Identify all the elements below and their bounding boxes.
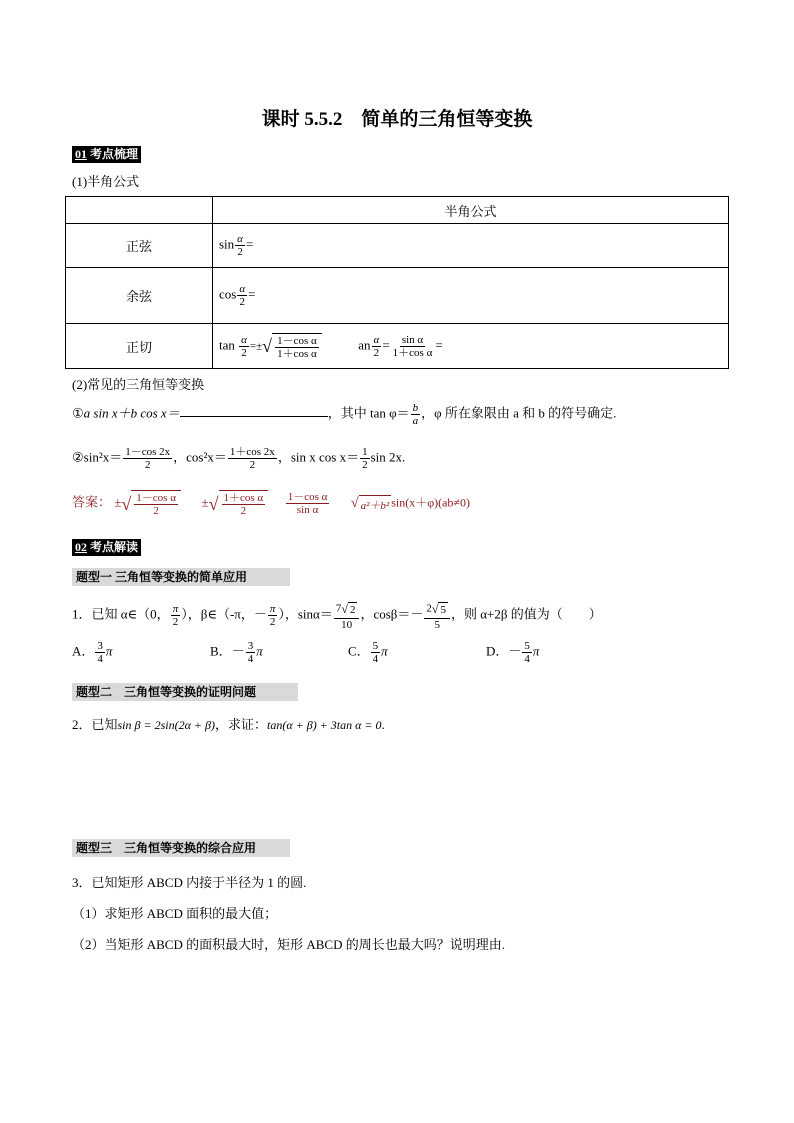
frac-den: 4 (524, 653, 530, 665)
frac-den: 2 (373, 346, 380, 359)
section-label: 考点梳理 (90, 147, 139, 161)
pi: π (105, 643, 113, 659)
sqrt-body: a²＋b² (359, 495, 392, 513)
frac-num: α (237, 233, 243, 245)
plus-minus: ± (201, 494, 209, 510)
type-label-2: 题型二 三角恒等变换的证明问题 (72, 683, 298, 701)
option-label: B． (210, 643, 232, 659)
formula-line-1 (72, 402, 616, 427)
frac-num: 1－cos α (287, 491, 328, 503)
option-d[interactable] (486, 640, 539, 665)
frac-den: 2 (153, 505, 159, 517)
frac-num: 3 (97, 640, 103, 652)
answer-line (72, 490, 470, 517)
frac-num: α (241, 333, 247, 346)
frac-num: π (269, 603, 276, 615)
coef: 7 (335, 602, 342, 615)
formula-rest: ，φ 所在象限由 a 和 b 的符号确定. (421, 405, 617, 421)
frac-den: 2 (249, 459, 256, 471)
option-label: C． (348, 643, 370, 659)
option-c[interactable] (348, 640, 388, 665)
option-a[interactable] (72, 640, 112, 665)
q-text: ），sinα＝ (278, 606, 333, 622)
pi: π (256, 643, 263, 659)
formula-mid: ，其中 tan φ＝ (327, 405, 410, 421)
sqrt: √ a²＋b² (350, 495, 390, 512)
q-text: ），β∈（-π，－ (181, 606, 267, 622)
row-formula (213, 268, 729, 324)
section-number: 01 (75, 147, 87, 161)
option-label: A． (72, 643, 95, 659)
half-angle-table (65, 196, 729, 369)
option-sign: － (231, 643, 245, 659)
table-corner (66, 197, 213, 224)
frac-den: 2 (241, 346, 247, 359)
frac-den: a (412, 415, 419, 427)
func-name: tan (219, 336, 235, 352)
formula-part: sin²x＝ (83, 449, 123, 465)
frac-num: sin α (401, 333, 424, 346)
prove-eq: tan(α + β) + 3tan α = 0 (266, 718, 382, 732)
row-formula (213, 224, 729, 268)
question-3-line-1: 3．已知矩形 ABCD 内接于半径为 1 的圆. (72, 875, 307, 890)
frac-num: 3 (247, 640, 254, 652)
func-name: cos (219, 286, 237, 302)
frac-den: 2 (237, 246, 243, 258)
frac-num: 5 (372, 640, 379, 652)
frac-num: π (172, 603, 179, 615)
plus-minus: ± (114, 494, 122, 510)
frac-num: 1 (362, 446, 368, 458)
func-name: an (358, 336, 371, 352)
q-text: 2．已知 (72, 717, 118, 732)
option-sign: － (508, 643, 522, 659)
subheading-identities: (2)常见的三角恒等变换 (72, 377, 205, 392)
frac-num: 5 (524, 640, 530, 652)
equals: = (245, 236, 254, 252)
section-badge-2 (72, 539, 141, 556)
formula-part: sin 2x. (370, 449, 406, 465)
row-formula: tan $\frac{\alpha}{2}$ =± √ $\frac{\text{1－cos α}}{\text{1＋cos α}}$ an $\frac{\alpha}{2}$ = $\frac{\text{sin α}}{\text{1＋cos α}}$ = (213, 324, 729, 369)
question-1: 1．已知 α∈（0， $\frac{\pi}{2}$ ），β∈（-π，－ $\frac{\pi}{2}$ ），sinα＝ 7 √ 2 10 ，cosβ＝－ 2 √ 5 5 ，则 α+2β 的值为（ ） (72, 602, 602, 631)
section-badge-1 (72, 146, 141, 163)
frac-num: 1＋cos α (223, 492, 264, 504)
coef: 2 (426, 602, 432, 615)
sqrt-body: 2 (349, 604, 356, 616)
row-label: 正切 (66, 324, 213, 369)
sqrt: √ $\frac{\text{1－cos α}}{2}$ (121, 490, 181, 517)
equals: = (248, 286, 256, 302)
answer-last: sin(x＋φ)(ab≠0) (391, 495, 471, 510)
frac-den: 2 (240, 505, 247, 517)
sqrt: √ $\frac{\text{1＋cos α}}{2}$ (209, 490, 269, 517)
frac-den: 2 (172, 616, 179, 628)
frac-num: α (239, 283, 246, 295)
blank-line (180, 404, 328, 417)
formula-part: ，cos²x＝ (173, 449, 227, 465)
table-row (66, 268, 729, 324)
q-text: ，求证： (214, 717, 267, 732)
frac-num: α (373, 333, 380, 346)
frac-den: 2 (269, 616, 276, 628)
frac-den: 5 (434, 619, 440, 631)
plus-minus: =± (249, 339, 263, 352)
question-3-line-3: （2）当矩形 ABCD 的面积最大时，矩形 ABCD 的周长也最大吗？说明理由. (72, 937, 505, 952)
frac-den: 2 (239, 296, 245, 308)
section-label: 考点解读 (90, 540, 139, 554)
formula-line-2 (72, 446, 405, 471)
frac-den: sin α (296, 504, 319, 516)
frac-num: 1－cos 2x (125, 446, 171, 458)
frac-num: 1－cos α (136, 492, 176, 504)
page-title: 课时 5.5.2 简单的三角恒等变换 (261, 109, 533, 130)
frac-den: 10 (341, 619, 353, 631)
frac-den: 4 (247, 653, 254, 665)
marker: ② (72, 449, 84, 465)
frac-num: 1＋cos 2x (229, 446, 275, 458)
answer-label: 答案： (72, 494, 112, 510)
subheading-half-angle: (1)半角公式 (72, 174, 140, 189)
table-row (66, 324, 729, 369)
pi: π (381, 643, 388, 659)
frac-num: b (412, 402, 419, 414)
table-row (66, 224, 729, 268)
formula-part: ，sin x cos x＝ (277, 449, 360, 465)
frac-den: 1＋cos α (392, 346, 433, 359)
option-b[interactable] (210, 640, 263, 665)
question-2 (72, 714, 385, 733)
marker: ① (72, 405, 84, 421)
frac-den: 4 (372, 653, 379, 665)
pi: π (532, 643, 540, 659)
q-text: . (381, 717, 385, 732)
frac-num: 1－cos α (277, 334, 317, 347)
type-label-1: 题型一 三角恒等变换的简单应用 (72, 568, 290, 586)
frac-den: 4 (97, 653, 103, 665)
func-name: sin (219, 236, 235, 252)
q-text: ，cosβ＝－ (360, 606, 424, 622)
option-label: D． (486, 643, 509, 659)
table-header: 半角公式 (213, 197, 729, 224)
frac-den: 2 (362, 459, 368, 471)
question-3-line-2: （1）求矩形 ABCD 面积的最大值； (72, 906, 278, 921)
q-text: ，则 α+2β 的值为（ ） (450, 606, 602, 622)
sqrt: √ $\frac{\text{1－cos α}}{\text{1＋cos α}}$ (262, 333, 322, 360)
formula-lhs: a sin x＋b cos x＝ (83, 405, 180, 421)
q-text: 1．已知 α∈（0， (72, 606, 170, 622)
given-eq: sin β = 2sin(2α + β) (117, 718, 215, 732)
frac-den: 1＋cos α (277, 347, 317, 360)
equals: = (435, 336, 443, 352)
row-label: 正弦 (66, 224, 213, 268)
section-number: 02 (75, 540, 87, 554)
type-label-3: 题型三 三角恒等变换的综合应用 (72, 839, 290, 857)
row-label: 余弦 (66, 268, 213, 324)
frac-den: 2 (144, 459, 151, 471)
sqrt-body: 5 (440, 604, 446, 616)
